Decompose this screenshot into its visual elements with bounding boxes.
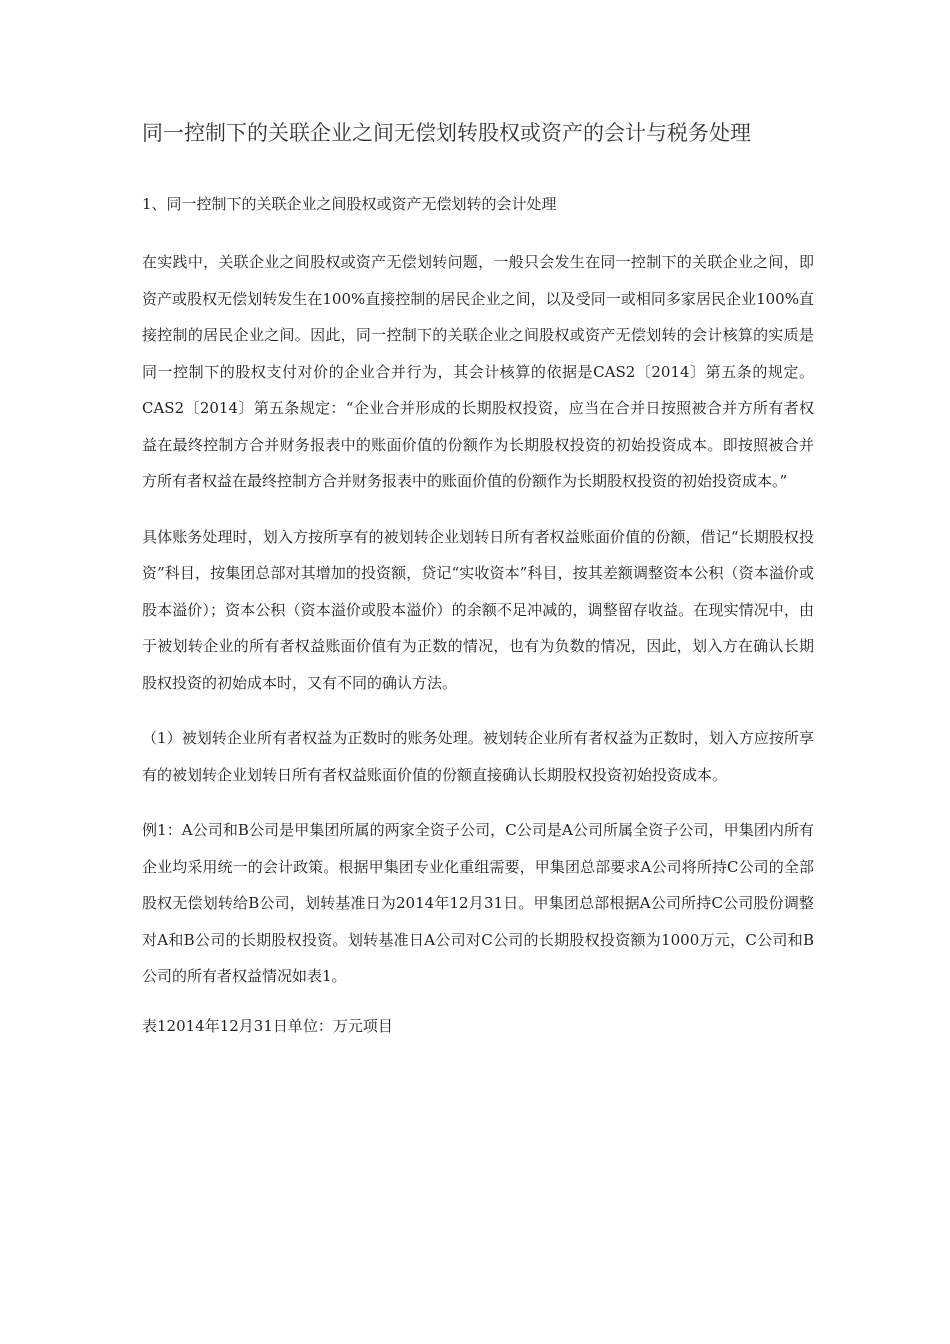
paragraph-example-1: 例1：A公司和B公司是甲集团所属的两家全资子公司，C公司是A公司所属全资子公司，甲集团内所有企业均采用统一的会计政策。根据甲集团专业化重组需要，甲集团总部要求A公司将所持C公司的全部股权无偿划转给B公司，划转基准日为2014年12月31日。甲集团总部根据A公司所持C公司股份调整对A和B公司的长期股权投资。划转基准日A公司对C公司的长期股权投资额为1000万元，C公司和B公司的所有者权益情况如表1。 [142,821,814,985]
paragraph-practice: 在实践中，关联企业之间股权或资产无偿划转问题，一般只会发生在同一控制下的关联企业之间，即资产或股权无偿划转发生在100%直接控制的居民企业之间，以及受同一或相同多家居民企业100%直接控制的居民企业之间。因此，同一控制下的关联企业之间股权或资产无偿划转的会计核算的实质是同一控制下的股权支付对价的企业合并行为，其会计核算的依据是CAS2〔2014〕第五条的规定。CAS2〔2014〕第五条规定：“企业合并形成的长期股权投资，应当在合并日按照被合并方所有者权益在最终控制方合并财务报表中的账面价值的份额作为长期股权投资的初始投资成本。即按照被合并方所有者权益在最终控制方合并财务报表中的账面价值的份额作为长期股权投资的初始投资成本。” [142,253,814,490]
section-heading: 1、同一控制下的关联企业之间股权或资产无偿划转的会计处理 [142,195,557,213]
table-caption: 表12014年12月31日单位：万元项目 [142,1016,393,1035]
paragraph-accounting-entries: 具体账务处理时，划入方按所享有的被划转企业划转日所有者权益账面价值的份额，借记“长期股权投资”科目，按集团总部对其增加的投资额，贷记“实收资本”科目，按其差额调整资本公积（资本溢价或股本溢价）；资本公积（资本溢价或股本溢价）的余额不足冲减的，调整留存收益。在现实情况中，由于被划转企业的所有者权益账面价值有为正数的情况，也有为负数的情况，因此，划入方在确认长期股权投资的初始成本时，又有不同的确认方法。 [142,527,814,692]
paragraph-positive-equity: （1）被划转企业所有者权益为正数时的账务处理。被划转企业所有者权益为正数时，划入方应按所享有的被划转企业划转日所有者权益账面价值的份额直接确认长期股权投资初始投资成本。 [142,729,814,784]
document-page [142,118,814,1038]
document-title: 同一控制下的关联企业之间无偿划转股权或资产的会计与税务处理 [142,121,751,145]
